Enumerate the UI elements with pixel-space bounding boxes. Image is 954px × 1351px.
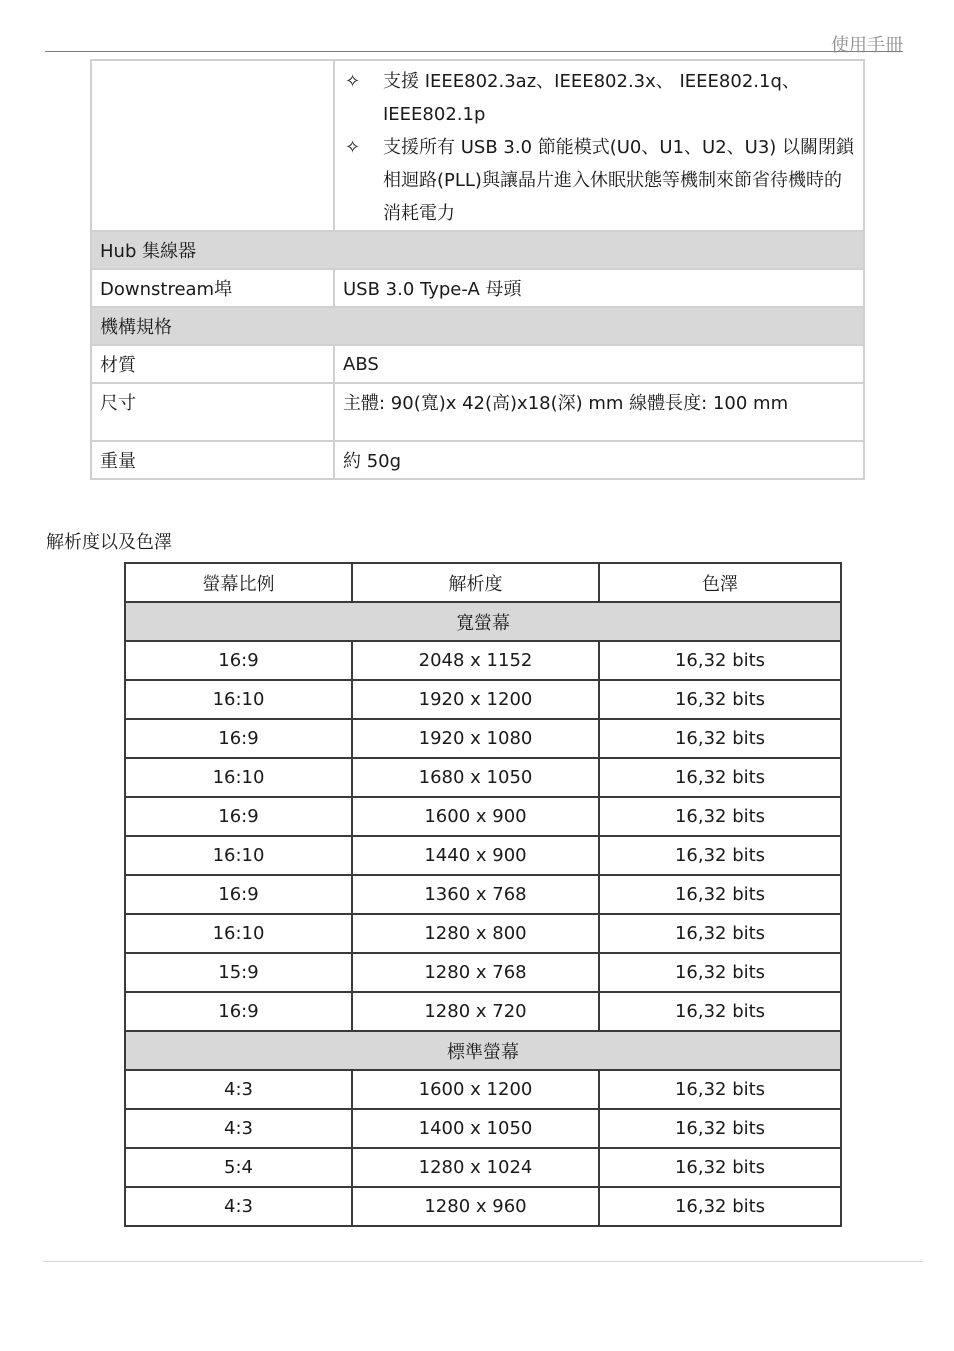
ratio-cell: 16:9 <box>125 641 352 680</box>
spec-label: 尺寸 <box>91 383 334 441</box>
resolution-cell: 1280 x 720 <box>352 992 599 1031</box>
ratio-cell: 16:9 <box>125 719 352 758</box>
spec-section-row <box>91 231 864 269</box>
table-row <box>125 1148 841 1187</box>
ratio-cell: 16:9 <box>125 797 352 836</box>
color-depth-cell: 16,32 bits <box>599 1187 841 1226</box>
table-row <box>125 758 841 797</box>
color-depth-cell: 16,32 bits <box>599 719 841 758</box>
ratio-cell: 4:3 <box>125 1070 352 1109</box>
table-row <box>125 1109 841 1148</box>
group-label-wide: 寬螢幕 <box>125 602 841 641</box>
color-depth-cell: 16,32 bits <box>599 680 841 719</box>
diamond-bullet-icon: ✧ <box>345 71 361 92</box>
spec-bullet-row <box>91 60 864 231</box>
ratio-cell: 16:9 <box>125 992 352 1031</box>
spec-row <box>91 345 864 383</box>
table-row <box>125 836 841 875</box>
color-depth-cell: 16,32 bits <box>599 914 841 953</box>
spec-label: 材質 <box>91 345 334 383</box>
bullet-text: 支援所有 USB 3.0 節能模式(U0、U1、U2、U3) 以關閉鎖相迴路(PLL)與讓晶片進入休眠狀態等機制來節省待機時的消耗電力 <box>383 137 855 224</box>
resolution-cell: 1440 x 900 <box>352 836 599 875</box>
resolution-cell: 1280 x 960 <box>352 1187 599 1226</box>
diamond-bullet-icon: ✧ <box>345 137 361 158</box>
table-row <box>125 875 841 914</box>
color-depth-cell: 16,32 bits <box>599 641 841 680</box>
group-label-standard: 標準螢幕 <box>125 1031 841 1070</box>
spec-label: Downstream埠 <box>91 269 334 307</box>
ratio-cell: 4:3 <box>125 1187 352 1226</box>
resolution-cell: 1280 x 768 <box>352 953 599 992</box>
ratio-cell: 16:10 <box>125 914 352 953</box>
bullet-item <box>343 65 855 131</box>
table-header-row <box>125 563 841 602</box>
table-row <box>125 719 841 758</box>
header-title: 使用手冊 <box>831 35 903 56</box>
spec-value: USB 3.0 Type-A 母頭 <box>334 269 864 307</box>
column-header: 色澤 <box>599 563 841 602</box>
table-row <box>125 953 841 992</box>
spec-bullet-cell <box>334 60 864 231</box>
resolution-cell: 1400 x 1050 <box>352 1109 599 1148</box>
color-depth-cell: 16,32 bits <box>599 1109 841 1148</box>
color-depth-cell: 16,32 bits <box>599 953 841 992</box>
ratio-cell: 16:10 <box>125 836 352 875</box>
ratio-cell: 15:9 <box>125 953 352 992</box>
spec-section-mechanical: 機構規格 <box>91 307 864 345</box>
footer-rule <box>43 1261 923 1262</box>
color-depth-cell: 16,32 bits <box>599 1148 841 1187</box>
resolution-cell: 1920 x 1200 <box>352 680 599 719</box>
color-depth-cell: 16,32 bits <box>599 875 841 914</box>
color-depth-cell: 16,32 bits <box>599 797 841 836</box>
ratio-cell: 5:4 <box>125 1148 352 1187</box>
ratio-cell: 16:10 <box>125 680 352 719</box>
resolution-cell: 1600 x 1200 <box>352 1070 599 1109</box>
resolution-cell: 1280 x 800 <box>352 914 599 953</box>
resolution-cell: 1680 x 1050 <box>352 758 599 797</box>
resolution-table <box>124 562 842 1227</box>
spec-section-hub: Hub 集線器 <box>91 231 864 269</box>
resolution-cell: 1360 x 768 <box>352 875 599 914</box>
ratio-cell: 16:9 <box>125 875 352 914</box>
bullet-text: 支援 IEEE802.3az、IEEE802.3x、 IEEE802.1q、IEEE802.1p <box>383 71 800 125</box>
resolution-cell: 1920 x 1080 <box>352 719 599 758</box>
color-depth-cell: 16,32 bits <box>599 1070 841 1109</box>
color-depth-cell: 16,32 bits <box>599 992 841 1031</box>
spec-table <box>90 59 865 480</box>
table-row <box>125 992 841 1031</box>
spec-empty-cell <box>91 60 334 231</box>
spec-row <box>91 441 864 479</box>
group-row <box>125 1031 841 1070</box>
table-row <box>125 1070 841 1109</box>
table-row <box>125 797 841 836</box>
table-row <box>125 914 841 953</box>
header-rule <box>45 51 903 52</box>
resolution-cell: 1600 x 900 <box>352 797 599 836</box>
resolution-cell: 2048 x 1152 <box>352 641 599 680</box>
color-depth-cell: 16,32 bits <box>599 758 841 797</box>
spec-value: 約 50g <box>334 441 864 479</box>
table-row <box>125 1187 841 1226</box>
spec-value: 主體: 90(寬)x 42(高)x18(深) mm 線體長度: 100 mm <box>334 383 864 441</box>
ratio-cell: 4:3 <box>125 1109 352 1148</box>
resolution-cell: 1280 x 1024 <box>352 1148 599 1187</box>
spec-label: 重量 <box>91 441 334 479</box>
spec-row <box>91 269 864 307</box>
column-header: 螢幕比例 <box>125 563 352 602</box>
ratio-cell: 16:10 <box>125 758 352 797</box>
spec-section-row <box>91 307 864 345</box>
table-row <box>125 641 841 680</box>
spec-row <box>91 383 864 441</box>
column-header: 解析度 <box>352 563 599 602</box>
group-row <box>125 602 841 641</box>
bullet-item <box>343 131 855 230</box>
table-row <box>125 680 841 719</box>
color-depth-cell: 16,32 bits <box>599 836 841 875</box>
spec-value: ABS <box>334 345 864 383</box>
section-caption: 解析度以及色澤 <box>46 532 172 553</box>
